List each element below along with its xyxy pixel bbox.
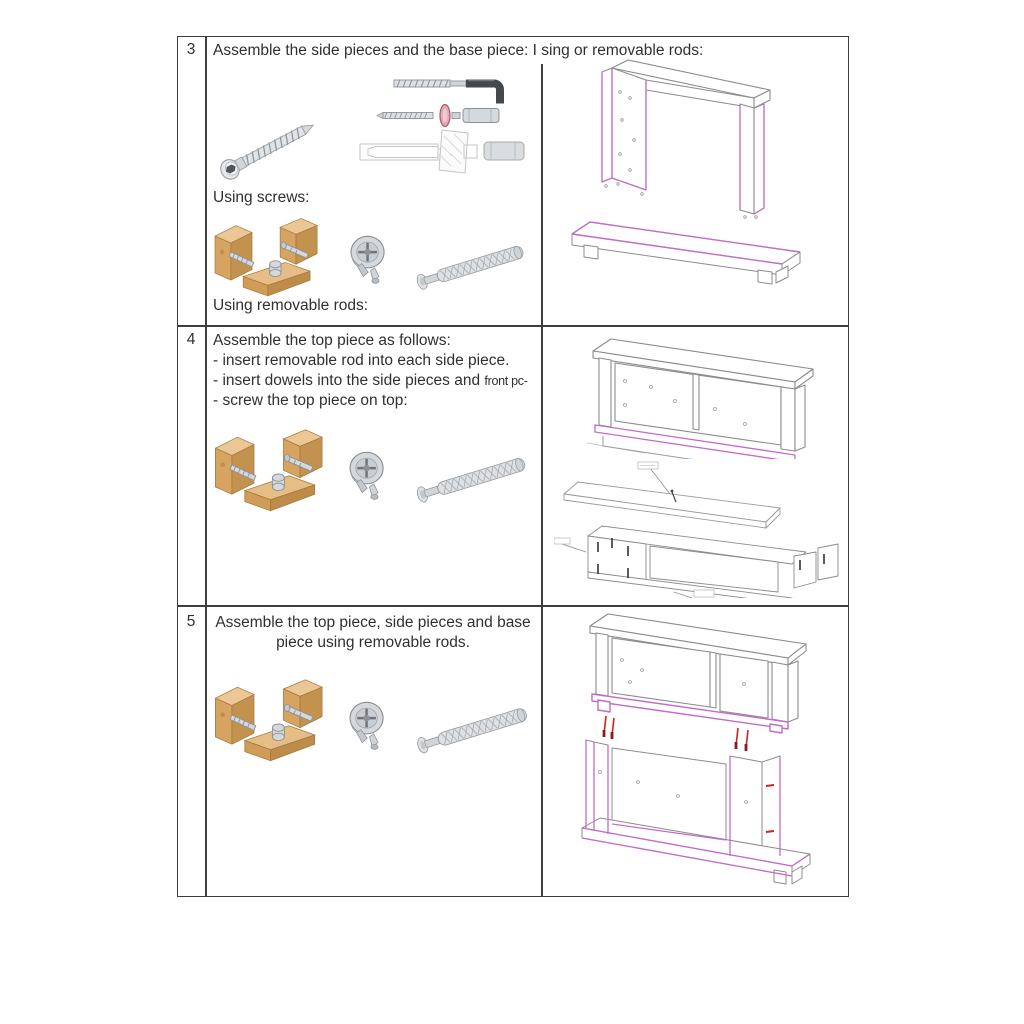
step-4-line-3: - insert dowels into the side pieces and front pc- xyxy=(213,372,528,389)
step-4-line-2: - insert removable rod into each side piece. xyxy=(213,352,510,369)
step-4-line-3-small: front pc- xyxy=(484,374,528,388)
step-5-line-2: piece using removable rods. xyxy=(276,634,470,651)
cam-joint-wood-blocks-image xyxy=(208,424,346,512)
step-4-instruction xyxy=(213,331,528,411)
row-divider-3-4 xyxy=(177,325,849,327)
caption-using-removable-rods: Using removable rods: xyxy=(213,297,369,314)
assembled-unit-diagram xyxy=(585,329,825,459)
caption-using-screws: Using screws: xyxy=(213,189,310,206)
cam-lock-disc-image xyxy=(345,698,391,754)
step-number-4: 4 xyxy=(186,331,196,348)
cam-lock-disc-image xyxy=(346,232,392,288)
step-3-instruction: Assemble the side pieces and the base piece: I sing or removable rods: xyxy=(213,42,704,59)
row-divider-4-5 xyxy=(177,605,849,607)
knurled-rod-image xyxy=(408,228,536,305)
confirmat-screw-image xyxy=(206,108,342,184)
diagram-column-divider xyxy=(541,64,543,897)
step-5-line-1: Assemble the top piece, side pieces and base xyxy=(215,614,531,631)
cam-joint-wood-blocks-image xyxy=(208,213,340,297)
cam-lock-disc-image xyxy=(345,448,391,504)
step-4-line-4: - screw the top piece on top: xyxy=(213,392,408,409)
dowel-screw-washer-image xyxy=(375,102,533,130)
step-number-3: 3 xyxy=(186,41,196,58)
base-plank-wireframe-diagram xyxy=(562,206,814,292)
exploded-view-diagram xyxy=(554,452,844,598)
knurled-rod-image xyxy=(408,690,540,769)
knurled-rod-image xyxy=(408,440,538,518)
cam-joint-wood-blocks-image xyxy=(208,674,346,762)
step-5-instruction xyxy=(205,613,541,653)
side-frame-wireframe-diagram xyxy=(598,56,803,226)
step-4-line-1: Assemble the top piece as follows: xyxy=(213,332,451,349)
frame-with-rods-diagram xyxy=(578,712,818,890)
dowel-cross-section-image xyxy=(358,128,533,176)
step-number-5: 5 xyxy=(186,613,196,630)
